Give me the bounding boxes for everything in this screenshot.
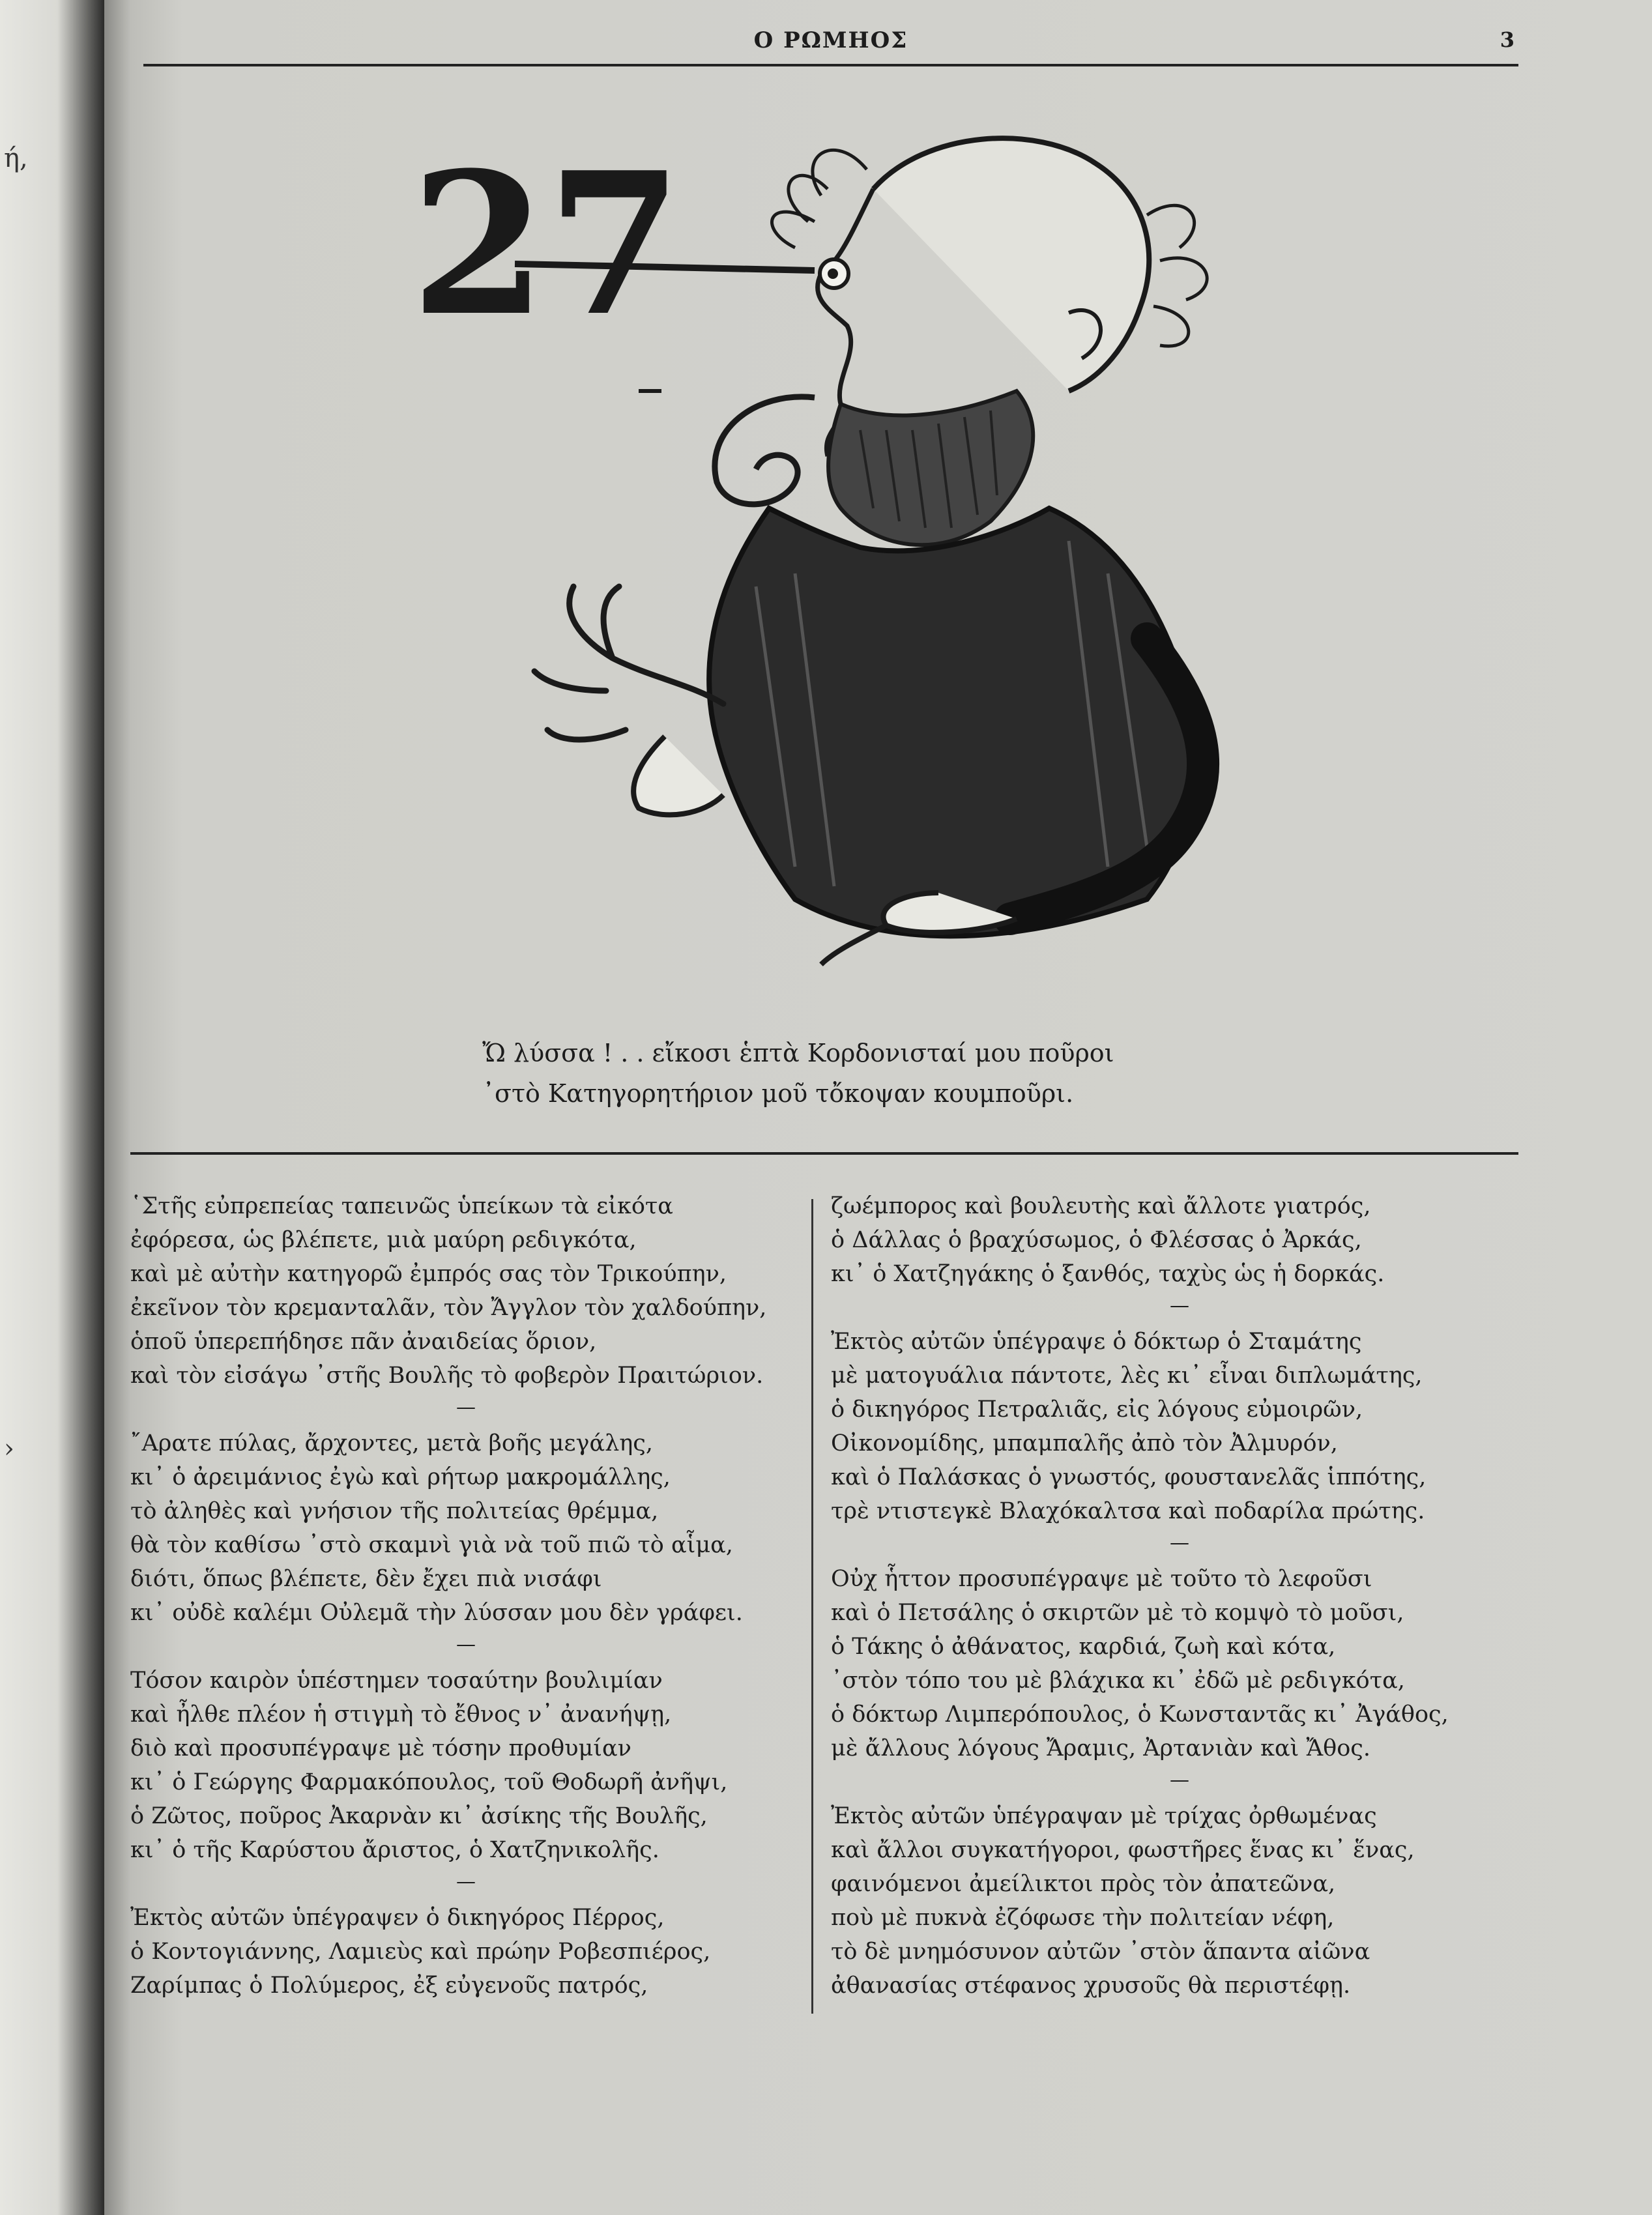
figure-number: 27 [411, 129, 683, 359]
stanza-separator: — [456, 1396, 476, 1419]
verse-line: ζωέμπορος καὶ βουλευτὴς καὶ ἄλλοτε γιατρός, [831, 1193, 1371, 1219]
caption-line: Ὤ λύσσα ! . . εἴκοσι ἑπτὰ Κορδονισταί μου ποῦροι [482, 1039, 1114, 1067]
verse-line: ποὺ μὲ πυκνὰ ἐζόφωσε τὴν πολιτείαν νέφη, [831, 1905, 1335, 1931]
newspaper-title: Ο ΡΩΜΗΟΣ [753, 27, 908, 53]
verse-line: ὁποῦ ὑπερεπήδησε πᾶν ἀναιδείας ὅριον, [130, 1329, 597, 1355]
column-rule [811, 1199, 813, 2014]
verse-line: καὶ ἄλλοι συγκατήγοροι, φωστῆρες ἕνας κι᾽ ἕνας, [831, 1837, 1415, 1863]
verse-line: ὁ Τάκης ὁ ἀθάνατος, καρδιά, ζωὴ καὶ κότα, [831, 1634, 1336, 1660]
verse-line: καὶ ὁ Πετσάλης ὁ σκιρτῶν μὲ τὸ κομψὸ τὸ μοῦσι, [831, 1600, 1404, 1626]
verse-line: ὁ Δάλλας ὁ βραχύσωμος, ὁ Φλέσσας ὁ Ἀρκάς, [831, 1227, 1362, 1253]
verse-line: κι᾽ ὁ Γεώργης Φαρμακόπουλος, τοῦ Θοδωρῆ ἀνῆψι, [130, 1769, 728, 1795]
verse-line: ῎Αρατε πύλας, ἄρχοντες, μετὰ βοῆς μεγάλης, [130, 1430, 653, 1456]
verse-line: μὲ ματογυάλια πάντοτε, λὲς κι᾽ εἶναι διπλωμάτης, [831, 1363, 1423, 1389]
verse-line: ἐφόρεσα, ὡς βλέπετε, μιὰ μαύρη ρεδιγκότα, [130, 1227, 637, 1253]
verse-line: κι᾽ ὁ τῆς Καρύστου ἄριστος, ὁ Χατζηνικολῆς. [130, 1837, 659, 1863]
poem-left-column [130, 1189, 802, 2003]
verse-line: ὁ Ζῶτος, ποῦρος Ἀκαρνὰν κι᾽ ἀσίκης τῆς Βουλῆς, [130, 1803, 708, 1829]
verse-line: ὁ δικηγόρος Πετραλιᾶς, εἰς λόγους εὐμοιρῶν, [831, 1397, 1363, 1423]
verse-line: Ζαρίμπας ὁ Πολύμερος, ἐξ εὐγενοῦς πατρός, [130, 1973, 648, 1999]
stanza [130, 1901, 802, 2003]
verse-line: Οὐχ ἧττον προσυπέγραψε μὲ τοῦτο τὸ λεφοῦσι [831, 1566, 1372, 1592]
stanza-separator: — [456, 1633, 476, 1656]
verse-line: τρὲ ντιστεγκὲ Βλαχόκαλτσα καὶ ποδαρίλα πρώτης. [831, 1498, 1425, 1524]
header-rule [143, 64, 1518, 66]
verse-line: Ἐκτὸς αὐτῶν ὑπέγραψε ὁ δόκτωρ ὁ Σταμάτης [831, 1329, 1362, 1355]
verse-line: ἀθανασίας στέφανος χρυσοῦς θὰ περιστέφῃ. [831, 1973, 1351, 1999]
verse-line: κι᾽ ὁ Χατζηγάκης ὁ ξανθός, ταχὺς ὡς ἡ δορκάς. [831, 1261, 1385, 1287]
poem-right-column [831, 1189, 1528, 2003]
stanza [831, 1562, 1528, 1765]
verse-line: Ἐκτὸς αὐτῶν ὑπέγραψαν μὲ τρίχας ὀρθωμένας [831, 1803, 1377, 1829]
binding-gutter [0, 0, 104, 2215]
verse-line: Τόσον καιρὸν ὑπέστημεν τοσαύτην βουλιμίαν [130, 1668, 663, 1694]
page-header [143, 23, 1518, 63]
verse-line: ᾿στὸν τόπο του μὲ βλάχικα κι᾽ ἐδῶ μὲ ρεδιγκότα, [831, 1668, 1405, 1694]
page-number: 3 [1500, 27, 1514, 52]
verse-line: ὁ δόκτωρ Λιμπερόπουλος, ὁ Κωνσταντᾶς κι᾽ Ἀγάθος, [831, 1701, 1449, 1728]
stanza [130, 1426, 802, 1630]
stanza-separator: — [456, 1870, 476, 1893]
illustration-caption [482, 1033, 1329, 1114]
verse-line: ἐκεῖνον τὸν κρεμανταλᾶν, τὸν Ἄγγλον τὸν χαλδούπην, [130, 1295, 767, 1321]
stanza [831, 1799, 1528, 2003]
stanza-separator: — [1170, 1531, 1189, 1554]
verse-line: μὲ ἄλλους λόγους Ἄραμις, Ἀρτανιὰν καὶ Ἄθος. [831, 1735, 1371, 1761]
newspaper-page [104, 0, 1652, 2215]
verse-line: καὶ μὲ αὐτὴν κατηγορῶ ἐμπρός σας τὸν Τρικούπην, [130, 1261, 727, 1287]
gutter-mark: › [4, 1434, 14, 1464]
section-rule [130, 1152, 1518, 1155]
verse-line: κι᾽ ὁ ἀρειμάνιος ἐγὼ καὶ ρήτωρ μακρομάλλης, [130, 1464, 671, 1490]
stanza [831, 1325, 1528, 1528]
stanza [130, 1189, 802, 1393]
verse-line: καὶ ὁ Παλάσκας ὁ γνωστός, φουστανελᾶς ἱππότης, [831, 1464, 1427, 1490]
caption-line: ᾿στὸ Κατηγορητήριον μοῦ τὄκοψαν κουμποῦρι. [482, 1079, 1074, 1108]
gutter-mark: ή, [4, 143, 28, 173]
caricature-illustration [300, 117, 1316, 1017]
verse-line: ῾Στῆς εὐπρεπείας ταπεινῶς ὑπείκων τὰ εἰκότα [130, 1193, 673, 1219]
verse-line: φαινόμενοι ἀμείλικτοι πρὸς τὸν ἀπατεῶνα, [831, 1871, 1336, 1897]
verse-line: Ἐκτὸς αὐτῶν ὑπέγραψεν ὁ δικηγόρος Πέρρος, [130, 1905, 665, 1931]
verse-line: τὸ ἀληθὲς καὶ γνήσιον τῆς πολιτείας θρέμμα, [130, 1498, 659, 1524]
verse-line: Οἰκονομίδης, μπαμπαλῆς ἀπὸ τὸν Ἀλμυρόν, [831, 1430, 1338, 1456]
stanza [831, 1189, 1528, 1291]
stanza-separator: — [1170, 1294, 1189, 1317]
verse-line: διότι, ὅπως βλέπετε, δὲν ἔχει πιὰ νισάφι [130, 1566, 602, 1592]
stanza-separator: — [1170, 1769, 1189, 1791]
verse-line: κι᾽ οὐδὲ καλέμι Οὐλεμᾶ τὴν λύσσαν μου δὲν γράφει. [130, 1600, 743, 1626]
verse-line: θὰ τὸν καθίσω ᾿στὸ σκαμνὶ γιὰ νὰ τοῦ πιῶ τὸ αἷμα, [130, 1532, 733, 1558]
verse-line: καὶ ἦλθε πλέον ἡ στιγμὴ τὸ ἔθνος ν᾽ ἀνανήψῃ, [130, 1701, 672, 1728]
verse-line: τὸ δὲ μνημόσυνον αὐτῶν ᾿στὸν ἅπαντα αἰῶνα [831, 1939, 1370, 1965]
verse-line: διὸ καὶ προσυπέγραψε μὲ τόσην προθυμίαν [130, 1735, 631, 1761]
verse-line: ὁ Κοντογιάννης, Λαμιεὺς καὶ πρώην Ροβεσπιέρος, [130, 1939, 711, 1965]
stanza [130, 1664, 802, 1867]
verse-line: καὶ τὸν εἰσάγω ᾿στῆς Βουλῆς τὸ φοβερὸν Πραιτώριον. [130, 1363, 764, 1389]
